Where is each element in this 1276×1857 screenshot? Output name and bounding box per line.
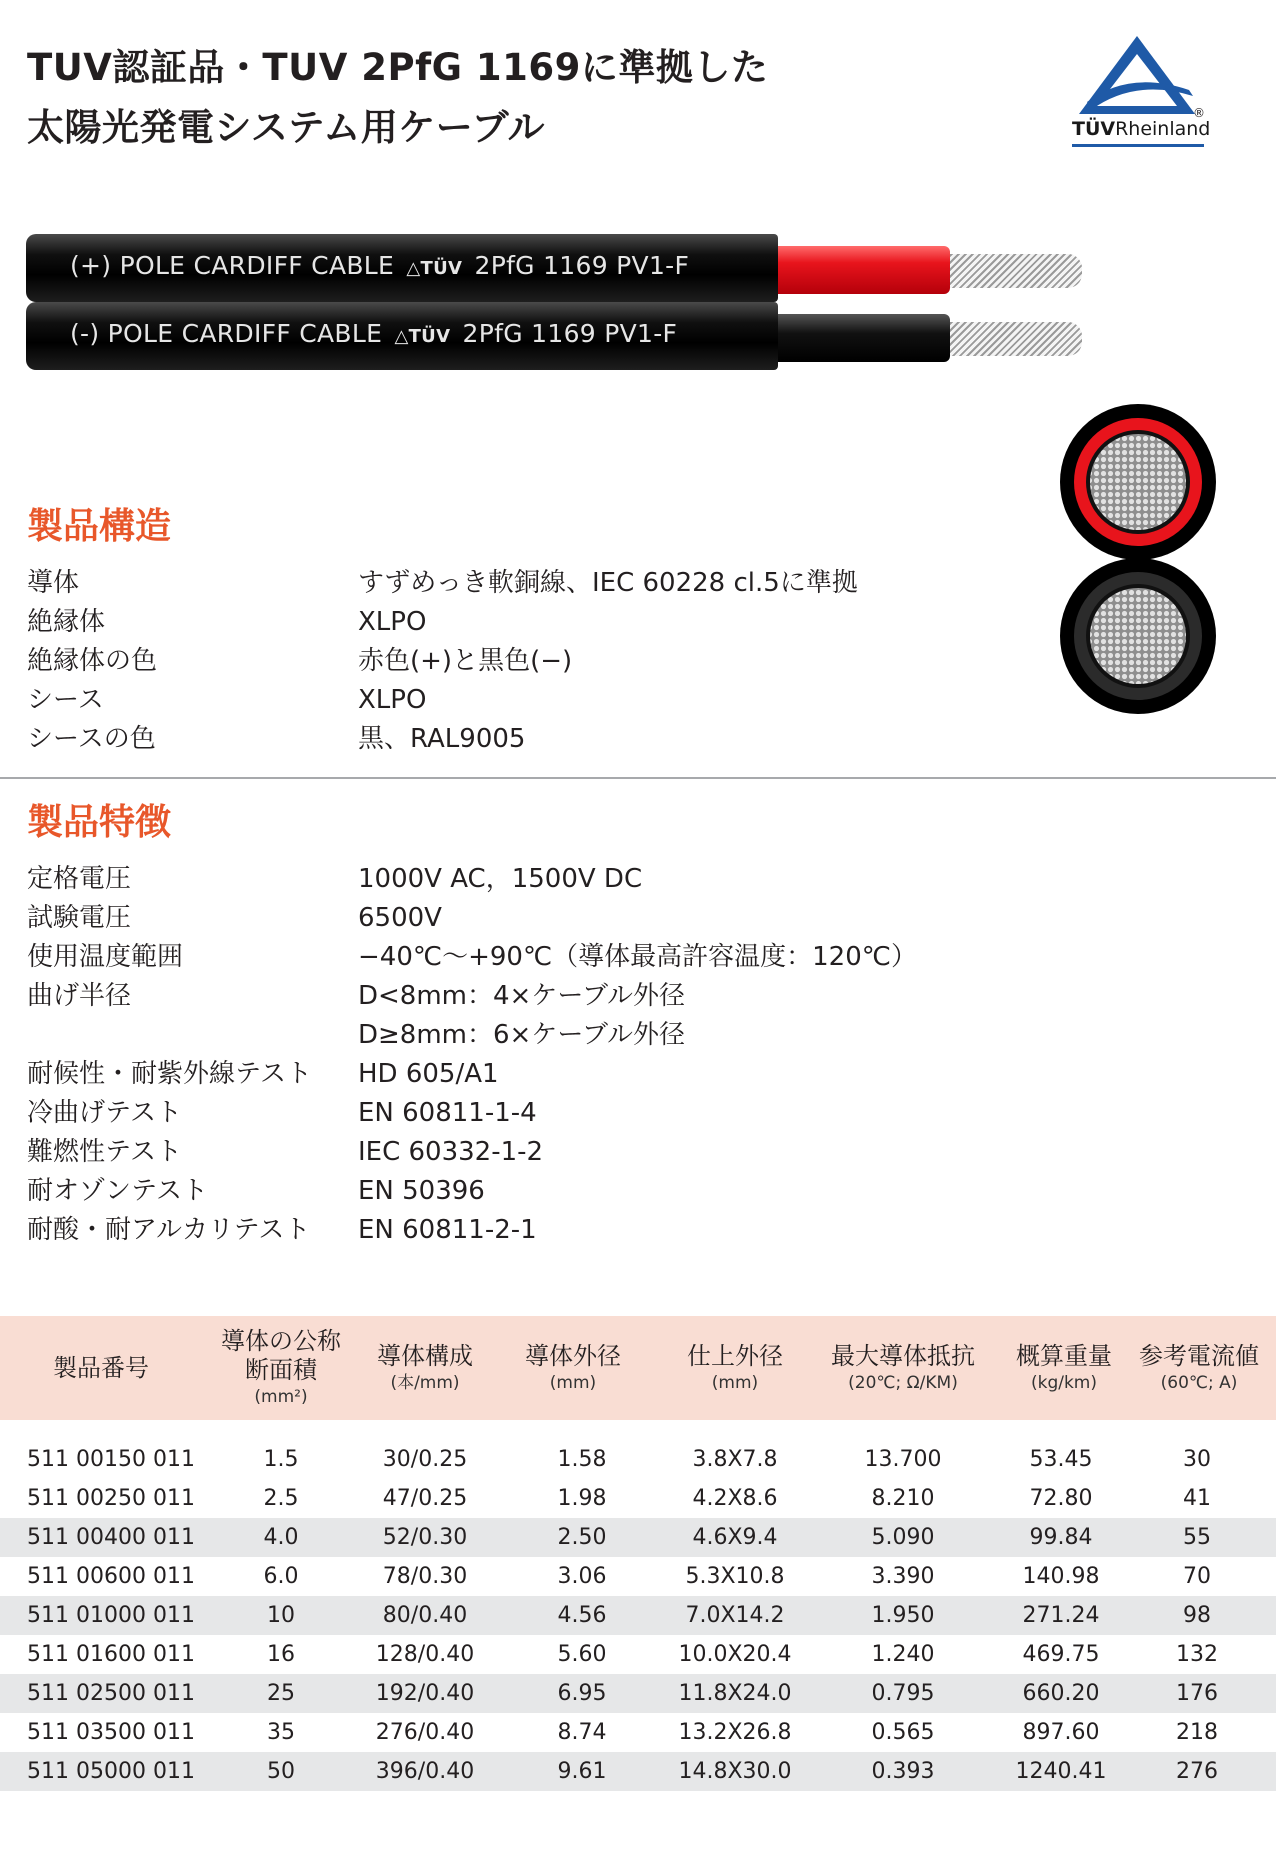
table-cell: 13.700 — [864, 1447, 942, 1472]
table-cell: 3.06 — [557, 1564, 607, 1589]
structure-heading: 製品構造 — [27, 506, 172, 547]
red-insulation — [774, 246, 950, 294]
spec-label: 使用温度範囲 — [27, 942, 184, 972]
table-cell: 30 — [1183, 1447, 1211, 1472]
spec-label: 絶縁体の色 — [27, 646, 158, 676]
spec-value: すずめっき軟銅線、IEC 60228 cl.5に準拠 — [358, 568, 858, 598]
spec-value: EN 60811-1-4 — [358, 1098, 537, 1128]
spec-label: 難燃性テスト — [27, 1137, 182, 1167]
column-header-label: 仕上外径 — [687, 1341, 783, 1370]
table-cell: 70 — [1183, 1564, 1211, 1589]
jacket-tuv-mini-logo: △TÜV — [394, 326, 451, 347]
col-conductor-composition — [377, 1316, 473, 1420]
table-row — [0, 1479, 1276, 1518]
column-header-label: 概算重量 — [1016, 1341, 1112, 1370]
table-cell: 0.393 — [871, 1759, 935, 1784]
spec-value: D<8mm：4×ケーブル外径 — [358, 981, 685, 1011]
spec-value: 黒、RAL9005 — [358, 724, 526, 754]
col-outer-diameter — [687, 1316, 783, 1420]
table-cell: 72.80 — [1029, 1486, 1093, 1511]
table-cell: 80/0.40 — [382, 1603, 468, 1628]
negative-conductor-strands — [946, 322, 1082, 356]
spec-label: シース — [27, 685, 104, 715]
table-cell: 14.8X30.0 — [678, 1759, 792, 1784]
table-cell: 396/0.40 — [375, 1759, 475, 1784]
title-line-2: 太陽光発電システム用ケーブル — [27, 106, 545, 149]
spec-label: 導体 — [27, 568, 80, 598]
col-product-number — [53, 1316, 149, 1420]
table-cell: 11.8X24.0 — [678, 1681, 792, 1706]
negative-cable-print — [70, 319, 677, 348]
table-cell: 99.84 — [1029, 1525, 1093, 1550]
section-divider — [0, 777, 1276, 779]
spec-label: 耐候性・耐紫外線テスト — [27, 1059, 312, 1089]
tuv-triangle-icon — [1069, 32, 1205, 118]
table-cell: 53.45 — [1029, 1447, 1093, 1472]
table-cell: 8.210 — [871, 1486, 935, 1511]
tuv-brand-rest: Rheinland — [1115, 118, 1211, 140]
table-cell: 4.2X8.6 — [692, 1486, 778, 1511]
spec-value: IEC 60332-1-2 — [358, 1137, 544, 1167]
spec-label: 耐オゾンテスト — [27, 1176, 208, 1206]
column-header-label: 参考電流値 — [1139, 1341, 1259, 1370]
table-cell: 5.3X10.8 — [685, 1564, 785, 1589]
table-cell: 47/0.25 — [382, 1486, 468, 1511]
table-cell: 50 — [267, 1759, 295, 1784]
positive-print-prefix: (+) POLE CARDIFF CABLE — [70, 251, 403, 280]
table-cell: 897.60 — [1022, 1720, 1100, 1745]
spec-value: HD 605/A1 — [358, 1059, 499, 1089]
column-header-label: 最大導体抵抗 — [831, 1341, 975, 1370]
table-cell: 5.60 — [557, 1642, 607, 1667]
col-current — [1139, 1316, 1259, 1420]
table-cell: 4.56 — [557, 1603, 607, 1628]
table-cell: 132 — [1176, 1642, 1218, 1667]
column-header-label-2: 断面積 — [245, 1356, 317, 1384]
col-weight — [1016, 1316, 1112, 1420]
table-row — [0, 1674, 1276, 1713]
spec-value: 赤色(+)と黒色(−) — [358, 646, 573, 676]
column-header-label: 導体構成 — [377, 1341, 473, 1370]
table-cell: 192/0.40 — [375, 1681, 475, 1706]
table-cell: 30/0.25 — [382, 1447, 468, 1472]
tuv-brand-bold: TÜV — [1072, 118, 1116, 140]
column-header-unit: (mm) — [549, 1372, 597, 1393]
table-cell: 276/0.40 — [375, 1720, 475, 1745]
table-cell: 10.0X20.4 — [678, 1642, 792, 1667]
table-cell: 1.98 — [557, 1486, 607, 1511]
table-cell: 511 05000 011 — [27, 1759, 195, 1784]
table-cell: 511 03500 011 — [27, 1720, 195, 1745]
table-cell: 16 — [267, 1642, 295, 1667]
table-cell: 41 — [1183, 1486, 1211, 1511]
positive-print-suffix: 2PfG 1169 PV1-F — [466, 251, 690, 280]
spec-label: 定格電圧 — [27, 864, 132, 894]
spec-label: シースの色 — [27, 724, 156, 754]
positive-cross-section — [1060, 404, 1216, 560]
table-cell: 55 — [1183, 1525, 1211, 1550]
column-header-label: 導体の公称 — [221, 1327, 341, 1355]
table-row — [0, 1596, 1276, 1635]
cable-cross-section — [1058, 400, 1218, 716]
table-cell: 140.98 — [1022, 1564, 1100, 1589]
positive-cable-jacket — [26, 234, 778, 302]
table-cell: 9.61 — [557, 1759, 607, 1784]
table-cell: 2.5 — [263, 1486, 299, 1511]
title-line-1: TUV認証品・TUV 2PfG 1169に準拠した — [27, 46, 769, 89]
table-cell: 52/0.30 — [382, 1525, 468, 1550]
table-cell: 511 01600 011 — [27, 1642, 195, 1667]
column-header-unit: (60℃; A) — [1160, 1372, 1238, 1393]
table-cell: 1.58 — [557, 1447, 607, 1472]
page-title — [27, 38, 768, 158]
table-cell: 6.95 — [557, 1681, 607, 1706]
column-header-unit: (kg/km) — [1030, 1372, 1098, 1393]
col-max-resistance — [831, 1316, 975, 1420]
black-insulation — [774, 314, 950, 362]
spec-label: 耐酸・耐アルカリテスト — [27, 1215, 311, 1245]
table-cell: 4.6X9.4 — [692, 1525, 778, 1550]
table-cell: 0.565 — [871, 1720, 935, 1745]
table-cell: 511 00150 011 — [27, 1447, 195, 1472]
table-cell: 2.50 — [557, 1525, 607, 1550]
column-header-label: 製品番号 — [53, 1353, 149, 1382]
spec-value: EN 60811-2-1 — [358, 1215, 537, 1245]
table-cell: 271.24 — [1022, 1603, 1100, 1628]
table-cell: 511 00400 011 — [27, 1525, 195, 1550]
table-cell: 511 00250 011 — [27, 1486, 195, 1511]
table-row — [0, 1713, 1276, 1752]
logo-underline — [1072, 144, 1204, 147]
table-cell: 78/0.30 — [382, 1564, 468, 1589]
negative-print-suffix: 2PfG 1169 PV1-F — [454, 319, 678, 348]
spec-label: 冷曲げテスト — [27, 1098, 182, 1128]
table-cell: 3.8X7.8 — [692, 1447, 778, 1472]
spec-value: XLPO — [358, 607, 427, 637]
features-heading: 製品特徴 — [27, 802, 172, 843]
table-cell: 1.5 — [263, 1447, 299, 1472]
table-cell: 176 — [1176, 1681, 1218, 1706]
column-header-label: 導体外径 — [525, 1341, 621, 1370]
table-row — [0, 1635, 1276, 1674]
table-cell: 469.75 — [1022, 1642, 1100, 1667]
column-header-unit: (本/mm) — [390, 1372, 460, 1393]
spec-value: EN 50396 — [358, 1176, 485, 1206]
table-cell: 0.795 — [871, 1681, 935, 1706]
table-row — [0, 1752, 1276, 1791]
cable-illustration — [26, 234, 1066, 380]
column-header-unit: (20℃; Ω/KM) — [848, 1372, 958, 1393]
product-table — [0, 1316, 1276, 1791]
table-cell: 218 — [1176, 1720, 1218, 1745]
table-cell: 35 — [267, 1720, 295, 1745]
table-cell: 3.390 — [871, 1564, 935, 1589]
positive-conductor-strands — [946, 254, 1082, 288]
table-cell: 8.74 — [557, 1720, 607, 1745]
table-row — [0, 1557, 1276, 1596]
spec-label: 曲げ半径 — [27, 981, 132, 1011]
col-cross-section — [221, 1316, 341, 1420]
table-cell: 1.240 — [871, 1642, 935, 1667]
spec-value: XLPO — [358, 685, 427, 715]
negative-print-prefix: (-) POLE CARDIFF CABLE — [70, 319, 391, 348]
table-cell: 10 — [267, 1603, 295, 1628]
negative-cross-section — [1060, 558, 1216, 714]
table-cell: 25 — [267, 1681, 295, 1706]
table-cell: 4.0 — [263, 1525, 299, 1550]
column-header-unit: (mm²) — [254, 1387, 308, 1407]
table-cell: 1.950 — [871, 1603, 935, 1628]
table-cell: 1240.41 — [1015, 1759, 1107, 1784]
spec-value: D≥8mm：6×ケーブル外径 — [358, 1020, 685, 1050]
table-cell: 6.0 — [263, 1564, 299, 1589]
table-cell: 660.20 — [1022, 1681, 1100, 1706]
table-cell: 511 00600 011 — [27, 1564, 195, 1589]
spec-value: 1000V AC，1500V DC — [358, 864, 643, 894]
table-cell: 7.0X14.2 — [685, 1603, 785, 1628]
spec-label: 試験電圧 — [27, 903, 132, 933]
spec-value: 6500V — [358, 903, 442, 933]
table-row — [0, 1440, 1276, 1479]
tuv-rheinland-logo — [1069, 32, 1211, 152]
table-cell: 511 02500 011 — [27, 1681, 195, 1706]
table-cell: 276 — [1176, 1759, 1218, 1784]
spec-value: −40℃～+90℃（導体最高許容温度：120℃） — [358, 942, 917, 972]
negative-cable-jacket — [26, 302, 778, 370]
table-cell: 5.090 — [871, 1525, 935, 1550]
positive-cable-print — [70, 251, 689, 280]
col-conductor-diameter — [525, 1316, 621, 1420]
table-cell: 98 — [1183, 1603, 1211, 1628]
tuv-brand-text — [1072, 118, 1210, 140]
table-cell: 13.2X26.8 — [678, 1720, 792, 1745]
spec-label: 絶縁体 — [27, 607, 106, 637]
jacket-tuv-mini-logo: △TÜV — [406, 258, 463, 279]
table-body — [0, 1440, 1276, 1791]
column-header-unit: (mm) — [711, 1372, 759, 1393]
table-header — [0, 1316, 1276, 1420]
registered-mark: ® — [1193, 106, 1205, 120]
table-cell: 511 01000 011 — [27, 1603, 195, 1628]
table-cell: 128/0.40 — [375, 1642, 475, 1667]
table-row — [0, 1518, 1276, 1557]
